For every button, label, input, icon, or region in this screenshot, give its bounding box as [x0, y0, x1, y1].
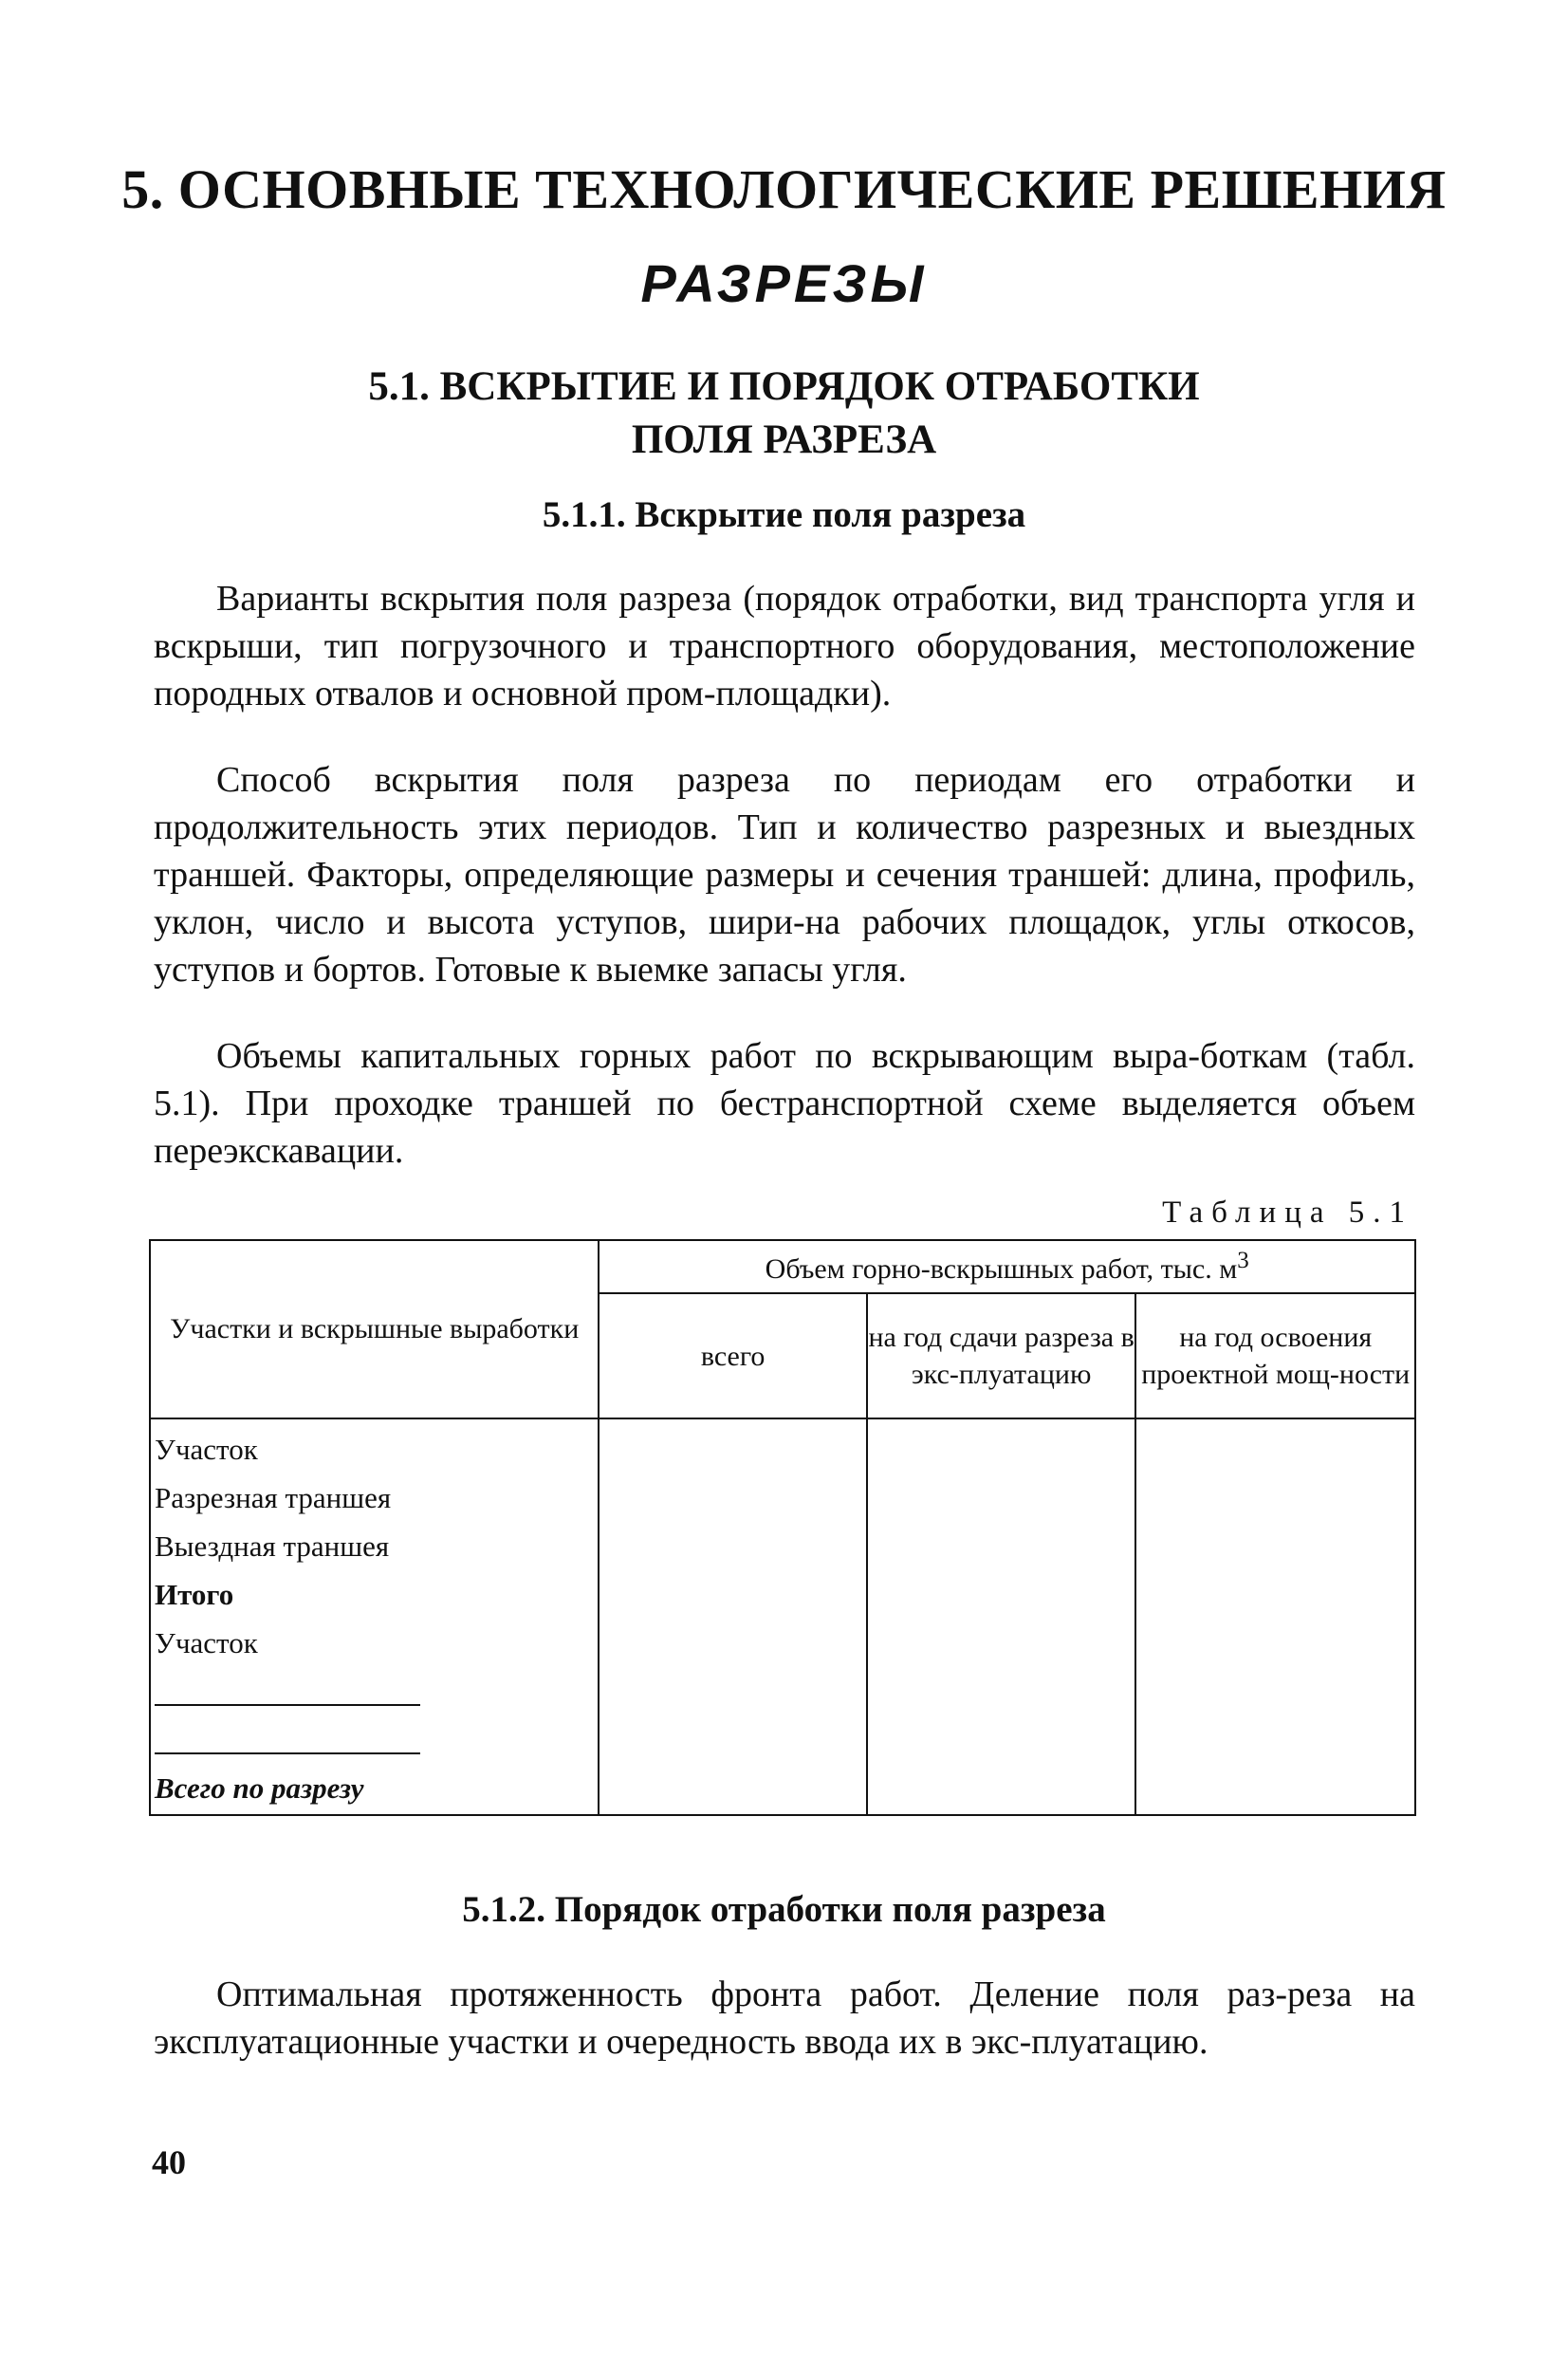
table-row-label: Участок — [155, 1433, 258, 1466]
table-row-label: Разрезная траншея — [155, 1481, 392, 1514]
table-header-volume — [599, 1240, 1415, 1293]
paragraph-text: Варианты вскрытия поля разреза (порядок отработки, вид транспорта угля и вскрыши, тип погрузочного и транспортного оборудования, местоположение породных отвалов и основной пром-площадки). — [154, 579, 1415, 714]
paragraph-capital-works — [154, 1032, 1415, 1175]
paragraph-text: Оптимальная протяженность фронта работ. Деление поля раз-реза на эксплуатационные участки и очередность ввода их в экс-плуатацию. — [154, 1974, 1415, 2062]
paragraph-work-front — [154, 1971, 1415, 2066]
paragraph-opening-variants — [154, 575, 1415, 717]
chapter-title: 5. ОСНОВНЫЕ ТЕХНОЛОГИЧЕСКИЕ РЕШЕНИЯ — [121, 158, 1447, 220]
table-cell-year-mastery — [1135, 1418, 1415, 1815]
table-row-label-total: Всего по разрезу — [155, 1771, 364, 1805]
subsection-title-line-1: 5.1. ВСКРЫТИЕ И ПОРЯДОК ОТРАБОТКИ — [368, 364, 1200, 409]
paragraph-text: Способ вскрытия поля разреза по периодам его отработки и продолжительность этих периодов. Тип и количество разрезных и выездных траншей. Факторы, определяющие размеры и сечения траншей: длина, профиль, уклон, число и высота уступов, шири-на рабочих площадок, углы откосов, уступов и бортов. Готовые к выемке запасы угля. — [154, 760, 1415, 990]
table-header-year-mastery: на год освоения проектной мощ-ности — [1135, 1293, 1415, 1418]
table-row-label: Участок — [155, 1626, 258, 1659]
table-header-volume-sup: 3 — [1237, 1248, 1249, 1273]
table-row-label: Выездная траншея — [155, 1529, 390, 1563]
table-row-label-blank — [155, 1715, 594, 1764]
paragraph-opening-method — [154, 756, 1415, 993]
section-title: РАЗРЕЗЫ — [640, 253, 928, 313]
table-cell-year-delivery — [867, 1418, 1136, 1815]
subsection-title-line-2: ПОЛЯ РАЗРЕЗА — [631, 417, 937, 462]
table-header-total: всего — [599, 1293, 866, 1418]
table-body-row — [150, 1418, 1415, 1815]
page-number: 40 — [152, 2143, 186, 2181]
table-cell-total — [599, 1418, 866, 1815]
subsection-511-title: 5.1.1. Вскрытие поля разреза — [542, 494, 1026, 535]
subsection-512-title: 5.1.2. Порядок отработки поля разреза — [462, 1889, 1106, 1930]
subsection-title — [0, 361, 1568, 467]
table-header-sections: Участки и вскрышные выработки — [150, 1240, 599, 1418]
table-5-1 — [149, 1239, 1416, 1816]
table-header-volume-text: Объем горно-вскрышных работ, тыс. м — [765, 1253, 1238, 1285]
table-header-row-1 — [150, 1240, 1415, 1293]
paragraph-text: Объемы капитальных горных работ по вскрывающим выра-боткам (табл. 5.1). При проходке траншей по бестранспортной схеме выделяется объем переэкскавации. — [154, 1036, 1415, 1171]
table-row-label-blank — [155, 1667, 594, 1715]
table-caption: Таблица 5.1 — [1162, 1196, 1413, 1230]
table-row-label-subtotal: Итого — [155, 1578, 234, 1611]
table-row-labels — [150, 1418, 599, 1815]
table-header-year-delivery: на год сдачи разреза в экс-плуатацию — [867, 1293, 1136, 1418]
